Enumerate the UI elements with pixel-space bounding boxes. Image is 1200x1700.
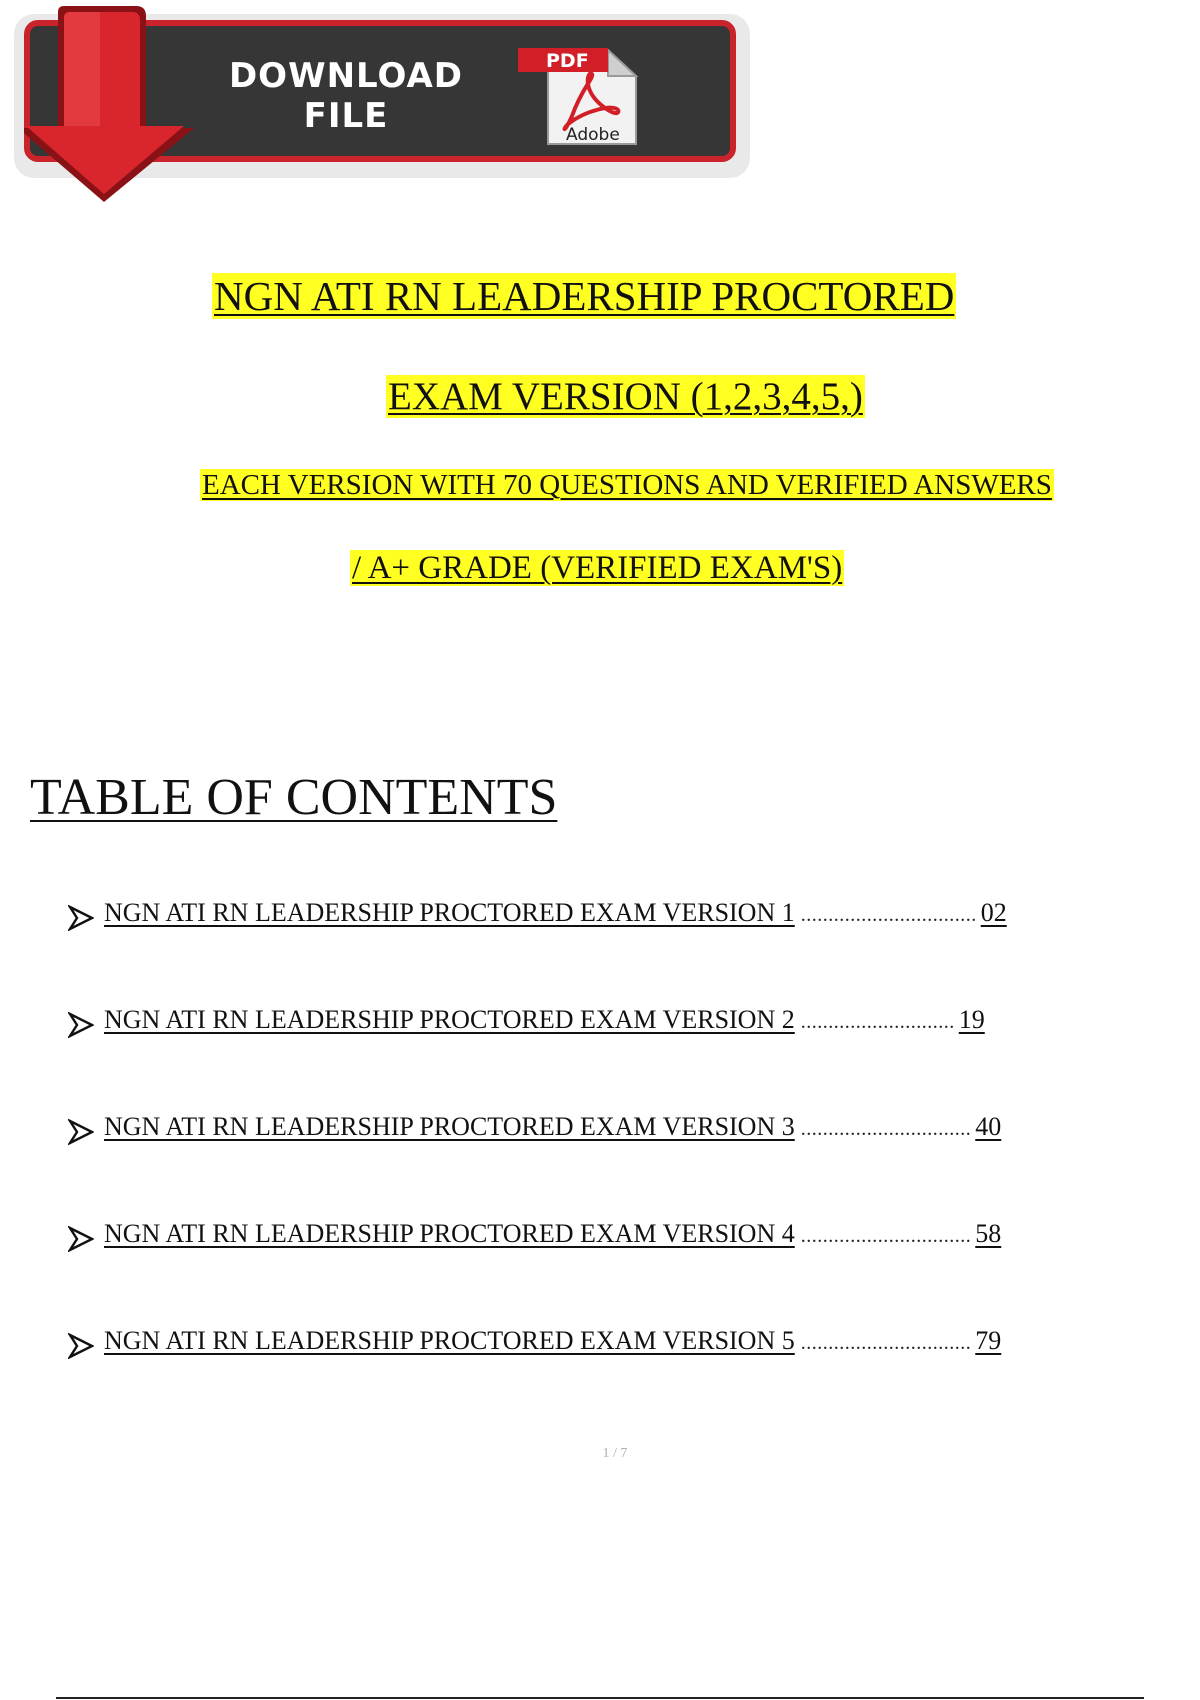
toc-entry-label[interactable]: NGN ATI RN LEADERSHIP PROCTORED EXAM VERSION 4 <box>104 1219 795 1248</box>
toc-entry-label[interactable]: NGN ATI RN LEADERSHIP PROCTORED EXAM VERSION 5 <box>104 1326 795 1355</box>
arrowhead-bullet-icon <box>68 1226 94 1252</box>
toc-entry-label[interactable]: NGN ATI RN LEADERSHIP PROCTORED EXAM VERSION 1 <box>104 898 795 927</box>
download-file-label[interactable] <box>196 56 496 136</box>
document-title-line-2 <box>386 374 865 419</box>
arrowhead-bullet-icon <box>68 1333 94 1359</box>
toc-entry[interactable] <box>68 1005 985 1045</box>
arrowhead-bullet-icon <box>68 905 94 931</box>
toc-entry[interactable] <box>68 1112 1001 1152</box>
toc-entry-page[interactable]: 40 <box>975 1112 1002 1141</box>
toc-leader-dots: ............................ <box>800 1011 955 1033</box>
toc-entry-label[interactable]: NGN ATI RN LEADERSHIP PROCTORED EXAM VERSION 2 <box>104 1005 795 1034</box>
toc-leader-dots: ................................ <box>800 904 977 926</box>
adobe-label: Adobe <box>566 125 620 145</box>
page-indicator: 1 / 7 <box>602 1446 628 1461</box>
document-subtitle-line-2 <box>350 550 844 587</box>
document-title-line-1 <box>212 272 956 320</box>
subtitle-line-2-text: / A+ GRADE (VERIFIED EXAM'S) <box>352 550 843 586</box>
title-line-2-text: EXAM VERSION (1,2,3,4,5,) <box>388 375 863 418</box>
arrowhead-bullet-icon <box>68 1012 94 1038</box>
toc-entry-page[interactable]: 19 <box>958 1005 985 1034</box>
download-label-line2: FILE <box>303 96 389 136</box>
download-label-line1: DOWNLOAD <box>228 56 464 96</box>
title-line-1-text: NGN ATI RN LEADERSHIP PROCTORED <box>214 273 955 319</box>
download-arrow-icon[interactable] <box>24 6 200 206</box>
toc-leader-dots: ............................... <box>800 1225 972 1247</box>
toc-entry-page[interactable]: 58 <box>975 1219 1002 1248</box>
arrowhead-bullet-icon <box>68 1119 94 1145</box>
toc-entry-page[interactable]: 79 <box>975 1326 1002 1355</box>
pdf-file-icon <box>516 44 664 148</box>
pdf-tag-label: PDF <box>546 50 589 72</box>
toc-leader-dots: ............................... <box>800 1332 972 1354</box>
toc-entry[interactable] <box>68 898 1007 938</box>
bottom-divider <box>56 1697 1144 1699</box>
document-subtitle-line-1 <box>200 469 1054 502</box>
subtitle-line-1-text: EACH VERSION WITH 70 QUESTIONS AND VERIFIED ANSWERS <box>202 469 1052 501</box>
toc-leader-dots: ............................... <box>800 1118 972 1140</box>
toc-entry[interactable] <box>68 1326 1001 1366</box>
toc-entry[interactable] <box>68 1219 1001 1259</box>
toc-entry-page[interactable]: 02 <box>980 898 1007 927</box>
toc-entry-label[interactable]: NGN ATI RN LEADERSHIP PROCTORED EXAM VERSION 3 <box>104 1112 795 1141</box>
toc-heading: TABLE OF CONTENTS <box>30 769 558 826</box>
